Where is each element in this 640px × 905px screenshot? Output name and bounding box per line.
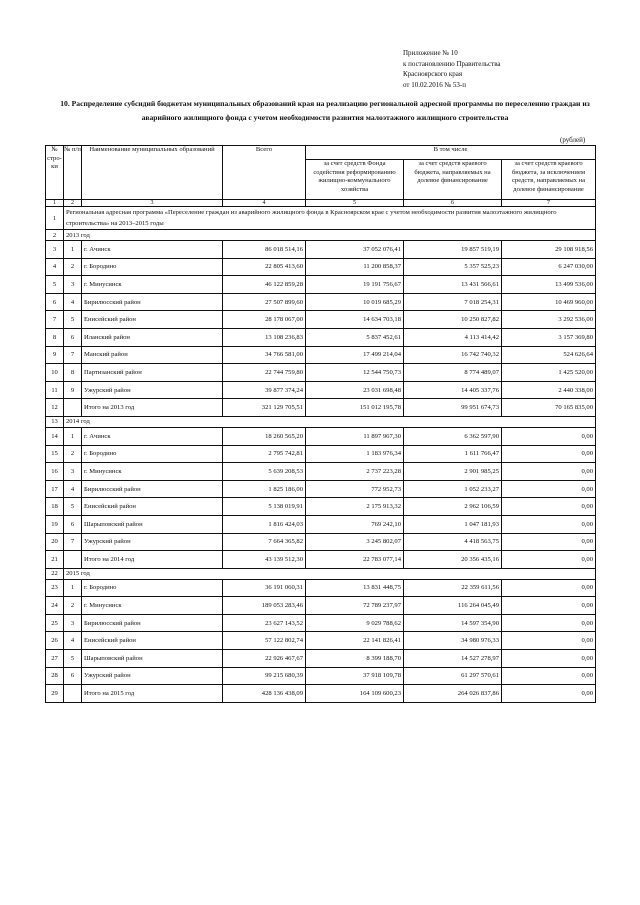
regional-other-amount: 0,00 <box>502 632 596 650</box>
item-number: 5 <box>64 650 82 668</box>
table-row <box>46 276 596 294</box>
municipality-name: Шарыповский район <box>82 515 223 533</box>
regional-other-amount: 0,00 <box>502 515 596 533</box>
item-number <box>64 551 82 569</box>
row-number: 2 <box>46 230 64 241</box>
fund-amount: 3 245 802,07 <box>306 533 404 551</box>
table-row <box>46 241 596 259</box>
regional-other-amount: 0,00 <box>502 427 596 445</box>
total-amount: 34 766 581,00 <box>223 346 306 364</box>
section-row <box>46 568 596 579</box>
program-row <box>46 207 596 230</box>
row-number: 26 <box>46 632 64 650</box>
header-row-no: № стро-ки <box>46 146 64 200</box>
municipality-name: Енисейский район <box>82 311 223 329</box>
table-row <box>46 399 596 417</box>
table-row <box>46 480 596 498</box>
header-name: Наименование муниципальных образований <box>82 146 223 200</box>
regional-other-amount: 0,00 <box>502 667 596 685</box>
table-row <box>46 463 596 481</box>
section-row <box>46 416 596 427</box>
table-row <box>46 364 596 382</box>
table-row <box>46 293 596 311</box>
subsidy-table <box>45 145 596 703</box>
item-number: 8 <box>64 364 82 382</box>
municipality-name: г. Бородино <box>82 258 223 276</box>
regional-other-amount: 0,00 <box>502 614 596 632</box>
total-amount: 99 215 680,39 <box>223 667 306 685</box>
row-number: 1 <box>46 207 64 230</box>
fund-amount: 13 831 448,75 <box>306 579 404 597</box>
item-number: 3 <box>64 276 82 294</box>
regional-cofinancing-amount: 264 026 837,86 <box>404 685 502 703</box>
regional-other-amount: 3 157 369,80 <box>502 328 596 346</box>
total-amount: 43 139 512,30 <box>223 551 306 569</box>
regional-cofinancing-amount: 8 774 489,07 <box>404 364 502 382</box>
column-number: 2 <box>64 200 82 207</box>
total-amount: 28 178 067,00 <box>223 311 306 329</box>
row-number: 9 <box>46 346 64 364</box>
regional-other-amount: 0,00 <box>502 498 596 516</box>
fund-amount: 8 399 188,70 <box>306 650 404 668</box>
regional-other-amount: 524 626,64 <box>502 346 596 364</box>
table-row <box>46 258 596 276</box>
row-number: 19 <box>46 515 64 533</box>
table-row <box>46 685 596 703</box>
fund-amount: 11 897 967,30 <box>306 427 404 445</box>
row-number: 3 <box>46 241 64 259</box>
total-amount: 46 122 859,28 <box>223 276 306 294</box>
appendix-line: Приложение № 10 <box>403 49 458 57</box>
total-amount: 86 018 514,16 <box>223 241 306 259</box>
total-amount: 27 507 899,60 <box>223 293 306 311</box>
total-amount: 189 053 283,46 <box>223 597 306 615</box>
fund-amount: 11 200 858,37 <box>306 258 404 276</box>
regional-other-amount: 13 499 536,00 <box>502 276 596 294</box>
regional-cofinancing-amount: 20 356 435,16 <box>404 551 502 569</box>
item-number: 6 <box>64 328 82 346</box>
regional-other-amount: 0,00 <box>502 533 596 551</box>
total-amount: 22 926 467,67 <box>223 650 306 668</box>
fund-amount: 2 175 913,32 <box>306 498 404 516</box>
header-col7: за счет средств краевого бюджета, за исключением средств, направляемых на долевое финансирование <box>502 160 596 200</box>
item-number <box>64 685 82 703</box>
regional-cofinancing-amount: 2 962 106,59 <box>404 498 502 516</box>
total-amount: 39 877 374,24 <box>223 381 306 399</box>
regional-cofinancing-amount: 1 611 766,47 <box>404 445 502 463</box>
municipality-name: Партизанский район <box>82 364 223 382</box>
municipality-name: Бирилюсский район <box>82 293 223 311</box>
total-amount: 5 639 208,53 <box>223 463 306 481</box>
total-amount: 22 744 759,80 <box>223 364 306 382</box>
table-row <box>46 346 596 364</box>
row-number: 28 <box>46 667 64 685</box>
column-number: 3 <box>82 200 223 207</box>
item-number: 3 <box>64 463 82 481</box>
regional-other-amount: 0,00 <box>502 579 596 597</box>
regional-other-amount: 6 247 030,00 <box>502 258 596 276</box>
municipality-name: г. Бородино <box>82 579 223 597</box>
appendix-line: к постановлению Правительства <box>403 59 501 68</box>
table-row <box>46 427 596 445</box>
item-number: 6 <box>64 667 82 685</box>
municipality-name: Ужурский район <box>82 667 223 685</box>
fund-amount: 9 029 788,62 <box>306 614 404 632</box>
municipality-name: г. Бородино <box>82 445 223 463</box>
regional-cofinancing-amount: 14 527 278,97 <box>404 650 502 668</box>
row-number: 23 <box>46 579 64 597</box>
table-row <box>46 381 596 399</box>
regional-cofinancing-amount: 1 052 233,27 <box>404 480 502 498</box>
row-number: 5 <box>46 276 64 294</box>
regional-other-amount: 29 108 918,56 <box>502 241 596 259</box>
row-number: 4 <box>46 258 64 276</box>
program-title: Региональная адресная программа «Переселение граждан из аварийного жилищного фонда в Красноярском крае с учетом необходимости развития малоэтажного жилищного строительства» на 2013–2015 годы <box>64 207 596 230</box>
row-number: 14 <box>46 427 64 445</box>
fund-amount: 1 183 976,34 <box>306 445 404 463</box>
municipality-name: Бирилюсский район <box>82 480 223 498</box>
fund-amount: 22 141 826,41 <box>306 632 404 650</box>
item-number: 4 <box>64 480 82 498</box>
row-number: 25 <box>46 614 64 632</box>
header-total: Всего <box>223 146 306 200</box>
total-amount: 1 816 424,03 <box>223 515 306 533</box>
total-amount: 13 108 236,83 <box>223 328 306 346</box>
municipality-name: Бирилюсский район <box>82 614 223 632</box>
regional-cofinancing-amount: 14 597 354,90 <box>404 614 502 632</box>
regional-other-amount: 0,00 <box>502 445 596 463</box>
item-number: 2 <box>64 597 82 615</box>
municipality-name: г. Ачинск <box>82 427 223 445</box>
fund-amount: 72 789 237,97 <box>306 597 404 615</box>
regional-other-amount: 0,00 <box>502 650 596 668</box>
column-number: 7 <box>502 200 596 207</box>
appendix-line: Красноярского края <box>403 70 463 78</box>
regional-cofinancing-amount: 13 431 566,61 <box>404 276 502 294</box>
fund-amount: 17 499 214,04 <box>306 346 404 364</box>
item-number: 5 <box>64 498 82 516</box>
regional-cofinancing-amount: 16 742 740,32 <box>404 346 502 364</box>
total-amount: 23 627 143,52 <box>223 614 306 632</box>
fund-amount: 37 918 109,78 <box>306 667 404 685</box>
table-row <box>46 311 596 329</box>
municipality-name: Итого на 2013 год <box>82 399 223 417</box>
item-number: 1 <box>64 427 82 445</box>
regional-cofinancing-amount: 99 951 674,73 <box>404 399 502 417</box>
total-amount: 321 129 705,51 <box>223 399 306 417</box>
regional-cofinancing-amount: 5 357 525,23 <box>404 258 502 276</box>
regional-other-amount: 0,00 <box>502 480 596 498</box>
header-including: В том числе <box>306 146 596 160</box>
total-amount: 7 664 365,82 <box>223 533 306 551</box>
document-title: 10. Распределение субсидий бюджетам муниципальных образований края на реализацию региональной адресной программы по переселению граждан из аварийного жилищного фонда с учетом необходимости развития малоэтажного жилищного строительства <box>60 99 590 122</box>
row-number: 22 <box>46 568 64 579</box>
row-number: 12 <box>46 399 64 417</box>
item-number: 5 <box>64 311 82 329</box>
item-number: 4 <box>64 632 82 650</box>
table-row <box>46 445 596 463</box>
table-row <box>46 551 596 569</box>
total-amount: 36 191 060,31 <box>223 579 306 597</box>
fund-amount: 19 191 756,67 <box>306 276 404 294</box>
row-number: 24 <box>46 597 64 615</box>
regional-other-amount: 3 292 536,00 <box>502 311 596 329</box>
row-number: 11 <box>46 381 64 399</box>
fund-amount: 2 737 223,28 <box>306 463 404 481</box>
regional-cofinancing-amount: 14 405 337,76 <box>404 381 502 399</box>
item-number: 7 <box>64 533 82 551</box>
municipality-name: Ужурский район <box>82 533 223 551</box>
section-title: 2015 год <box>64 568 596 579</box>
total-amount: 22 805 413,60 <box>223 258 306 276</box>
row-number: 10 <box>46 364 64 382</box>
table-row <box>46 632 596 650</box>
table-row <box>46 650 596 668</box>
item-number: 7 <box>64 346 82 364</box>
item-number: 6 <box>64 515 82 533</box>
total-amount: 1 825 186,00 <box>223 480 306 498</box>
table-row <box>46 614 596 632</box>
regional-cofinancing-amount: 116 264 045,49 <box>404 597 502 615</box>
column-number: 5 <box>306 200 404 207</box>
total-amount: 2 795 742,81 <box>223 445 306 463</box>
row-number: 21 <box>46 551 64 569</box>
municipality-name: Шарыповский район <box>82 650 223 668</box>
regional-other-amount: 70 165 835,00 <box>502 399 596 417</box>
table-row <box>46 667 596 685</box>
appendix-header <box>403 48 501 90</box>
regional-other-amount: 0,00 <box>502 597 596 615</box>
fund-amount: 5 837 452,61 <box>306 328 404 346</box>
municipality-name: Енисейский район <box>82 498 223 516</box>
regional-other-amount: 1 425 520,00 <box>502 364 596 382</box>
row-number: 29 <box>46 685 64 703</box>
fund-amount: 772 952,73 <box>306 480 404 498</box>
municipality-name: Итого на 2014 год <box>82 551 223 569</box>
section-title: 2014 год <box>64 416 596 427</box>
fund-amount: 12 544 750,73 <box>306 364 404 382</box>
total-amount: 428 136 438,09 <box>223 685 306 703</box>
table-row <box>46 515 596 533</box>
table-row <box>46 498 596 516</box>
header-col6: за счет средств краевого бюджета, направляемых на долевое финансирование <box>404 160 502 200</box>
fund-amount: 14 634 703,18 <box>306 311 404 329</box>
appendix-line: от 10.02.2016 № 53-п <box>403 80 466 89</box>
regional-cofinancing-amount: 2 901 985,25 <box>404 463 502 481</box>
table-row <box>46 533 596 551</box>
fund-amount: 37 052 076,41 <box>306 241 404 259</box>
regional-cofinancing-amount: 7 018 254,31 <box>404 293 502 311</box>
column-number: 4 <box>223 200 306 207</box>
header-pp: № п/п <box>64 146 82 200</box>
regional-cofinancing-amount: 22 359 611,56 <box>404 579 502 597</box>
municipality-name: Итого на 2015 год <box>82 685 223 703</box>
regional-cofinancing-amount: 10 250 827,82 <box>404 311 502 329</box>
item-number: 3 <box>64 614 82 632</box>
regional-other-amount: 0,00 <box>502 551 596 569</box>
fund-amount: 769 242,10 <box>306 515 404 533</box>
municipality-name: г. Минусинск <box>82 276 223 294</box>
fund-amount: 10 019 685,29 <box>306 293 404 311</box>
item-number: 1 <box>64 579 82 597</box>
table-row <box>46 597 596 615</box>
regional-cofinancing-amount: 4 113 414,42 <box>404 328 502 346</box>
item-number <box>64 399 82 417</box>
row-number: 27 <box>46 650 64 668</box>
regional-cofinancing-amount: 4 418 563,75 <box>404 533 502 551</box>
item-number: 1 <box>64 241 82 259</box>
municipality-name: г. Минусинск <box>82 463 223 481</box>
municipality-name: Манский район <box>82 346 223 364</box>
row-number: 7 <box>46 311 64 329</box>
row-number: 8 <box>46 328 64 346</box>
item-number: 2 <box>64 258 82 276</box>
row-number: 20 <box>46 533 64 551</box>
column-number: 1 <box>46 200 64 207</box>
total-amount: 5 138 019,91 <box>223 498 306 516</box>
regional-cofinancing-amount: 1 047 181,93 <box>404 515 502 533</box>
fund-amount: 164 109 600,23 <box>306 685 404 703</box>
total-amount: 57 122 802,74 <box>223 632 306 650</box>
fund-amount: 23 031 698,48 <box>306 381 404 399</box>
regional-cofinancing-amount: 6 362 597,90 <box>404 427 502 445</box>
regional-other-amount: 0,00 <box>502 463 596 481</box>
row-number: 13 <box>46 416 64 427</box>
table-row <box>46 579 596 597</box>
row-number: 16 <box>46 463 64 481</box>
municipality-name: Ужурский район <box>82 381 223 399</box>
header-col5: за счет средств Фонда содействия реформированию жилищно-коммунального хозяйства <box>306 160 404 200</box>
units-label: (рублей) <box>560 136 586 144</box>
item-number: 9 <box>64 381 82 399</box>
regional-cofinancing-amount: 19 857 519,19 <box>404 241 502 259</box>
total-amount: 18 260 565,20 <box>223 427 306 445</box>
row-number: 18 <box>46 498 64 516</box>
item-number: 2 <box>64 445 82 463</box>
item-number: 4 <box>64 293 82 311</box>
regional-other-amount: 0,00 <box>502 685 596 703</box>
column-numbers-row <box>46 200 596 207</box>
municipality-name: Енисейский район <box>82 632 223 650</box>
row-number: 17 <box>46 480 64 498</box>
row-number: 15 <box>46 445 64 463</box>
row-number: 6 <box>46 293 64 311</box>
section-row <box>46 230 596 241</box>
regional-cofinancing-amount: 34 980 976,33 <box>404 632 502 650</box>
municipality-name: г. Ачинск <box>82 241 223 259</box>
table-row <box>46 328 596 346</box>
regional-cofinancing-amount: 61 297 570,61 <box>404 667 502 685</box>
column-number: 6 <box>404 200 502 207</box>
regional-other-amount: 2 440 338,00 <box>502 381 596 399</box>
municipality-name: г. Минусинск <box>82 597 223 615</box>
municipality-name: Иланский район <box>82 328 223 346</box>
section-title: 2013 год <box>64 230 596 241</box>
fund-amount: 151 012 195,78 <box>306 399 404 417</box>
regional-other-amount: 10 469 960,00 <box>502 293 596 311</box>
fund-amount: 22 783 077,14 <box>306 551 404 569</box>
